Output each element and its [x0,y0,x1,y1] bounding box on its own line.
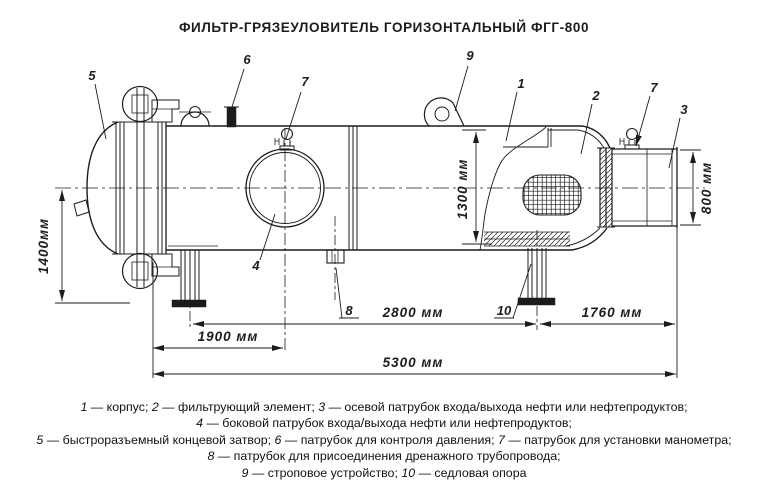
swing-bolt-bottom [123,254,180,289]
manometer-fitting-left [275,129,294,151]
callout-10: 10 [496,303,512,318]
lifting-lug-right [424,98,464,126]
closure-flange [112,88,168,287]
dim-1300-label: 1300 мм [455,158,470,220]
legend-line: 4 — боковой патрубок входа/выхода нефти или нефтепродуктов; [196,416,572,431]
filter-mesh [523,175,581,215]
dim-5300-label: 5300 мм [382,355,444,370]
callout-5: 5 [88,68,96,83]
head-handle [74,200,89,216]
callout-6: 6 [243,52,251,67]
callout-7-left: 7 [301,74,309,89]
callout-leaders [95,66,680,318]
callout-3: 3 [680,102,688,117]
legend-line: 1 — корпус; 2 — фильтрующий элемент; 3 — осевой патрубок входа/выхода нефти или нефтепродуктов; [80,400,688,414]
dim-1400-label: 1400мм [36,217,51,275]
callout-9: 9 [466,48,474,63]
side-nozzle [246,128,324,352]
page-title: ФИЛЬТР-ГРЯЗЕУЛОВИТЕЛЬ ГОРИЗОНТАЛЬНЫЙ ФГГ-800 [178,20,590,35]
axial-nozzle [597,147,677,228]
drain-nozzle [327,216,344,300]
legend-line: 8 — патрубок для присоединения дренажного трубопровода; [207,449,561,464]
pressure-stub [224,107,239,127]
callout-7-right: 7 [650,80,658,95]
swing-bolt-top [123,87,180,123]
saddle-support-left [168,246,218,330]
filter-element-cutaway [480,127,581,250]
legend-line: 9 — строповое устройство; 10 — седловая опора [241,465,527,480]
legend-line: 5 — быстроразъемный концевой затвор; 6 — патрубок для контроля давления; 7 — патрубок для установки манометра; [36,432,732,447]
dim-800-label: 800 мм [699,161,714,215]
dim-1760-label: 1760 мм [581,305,643,320]
closure-tie-rods [137,88,144,287]
callout-labels [88,48,688,318]
callout-4: 4 [252,258,260,273]
callout-1: 1 [517,76,525,91]
dim-1900-label: 1900 мм [197,329,259,344]
lifting-lug-left [179,107,211,127]
dim-2800-label: 2800 мм [382,305,444,320]
legend [0,399,768,481]
callout-8: 8 [345,303,353,318]
callout-2: 2 [592,88,600,103]
